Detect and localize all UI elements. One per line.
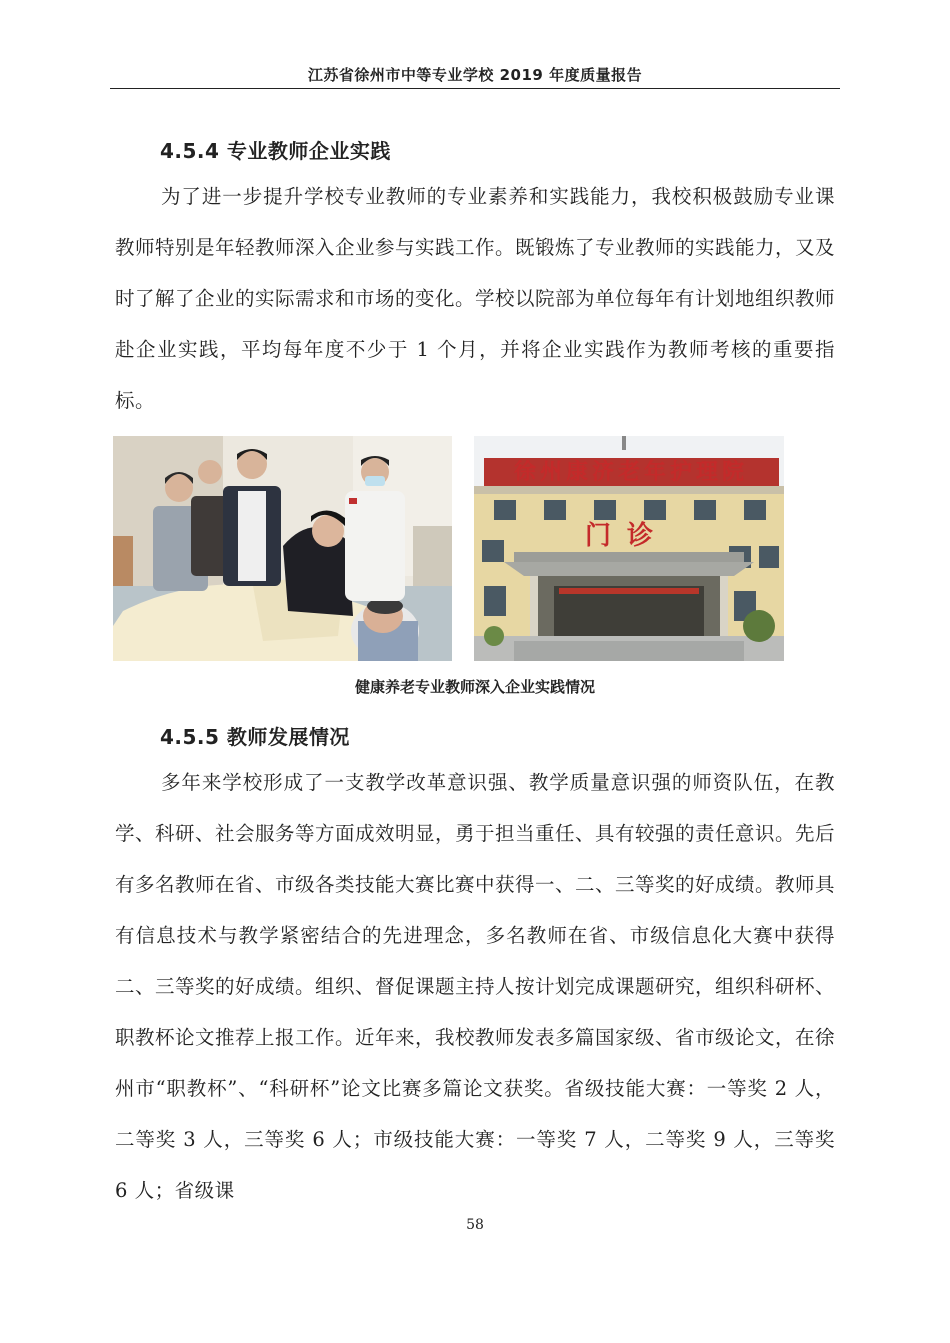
running-header: 江苏省徐州市中等专业学校 2019 年度质量报告	[307, 66, 643, 84]
section-paragraph-4-5-5: 多年来学校形成了一支教学改革意识强、教学质量意识强的师资队伍，在教学、科研、社会服务等方面成效明显，勇于担当重任、具有较强的责任意识。先后有多名教师在省、市级各类技能大赛比赛中获得一、二、三等奖的好成绩。教师具有信息技术与教学紧密结合的先进理念，多名教师在省、市级信息化大赛中获得二、三等奖的好成绩。组织、督促课题主持人按计划完成课题研究，组织科研杯、职教杯论文推荐上报工作。近年来，我校教师发表多篇国家级、省市级论文，在徐州市“职教杯”、“科研杯”论文比赛多篇论文获奖。省级技能大赛：一等奖 2 人，二等奖 3 人，三等奖 6 人；市级技能大赛：一等奖 7 人，二等奖 9 人，三等奖 6 人；省级课	[115, 771, 836, 1202]
section-heading-4-5-5: 4.5.5 教师发展情况	[160, 725, 350, 749]
building-sign-text: 徐州康济老年护理院	[513, 459, 749, 485]
header-divider	[110, 88, 840, 89]
section-heading-4-5-4: 4.5.4 专业教师企业实践	[160, 139, 391, 163]
photo-bedside-practice	[113, 436, 452, 661]
entrance-sign-text: 门诊	[584, 521, 670, 551]
page-number: 58	[466, 1217, 484, 1233]
figure-caption: 健康养老专业教师深入企业实践情况	[354, 678, 595, 696]
section-paragraph-4-5-4: 为了进一步提升学校专业教师的专业素养和实践能力，我校积极鼓励专业课教师特别是年轻教师深入企业参与实践工作。既锻炼了专业教师的实践能力，又及时了解了企业的实际需求和市场的变化。学校以院部为单位每年有计划地组织教师赴企业实践，平均每年度不少于 1 个月，并将企业实践作为教师考核的重要指标。	[115, 185, 836, 412]
photo-nursing-home-building	[474, 436, 784, 661]
